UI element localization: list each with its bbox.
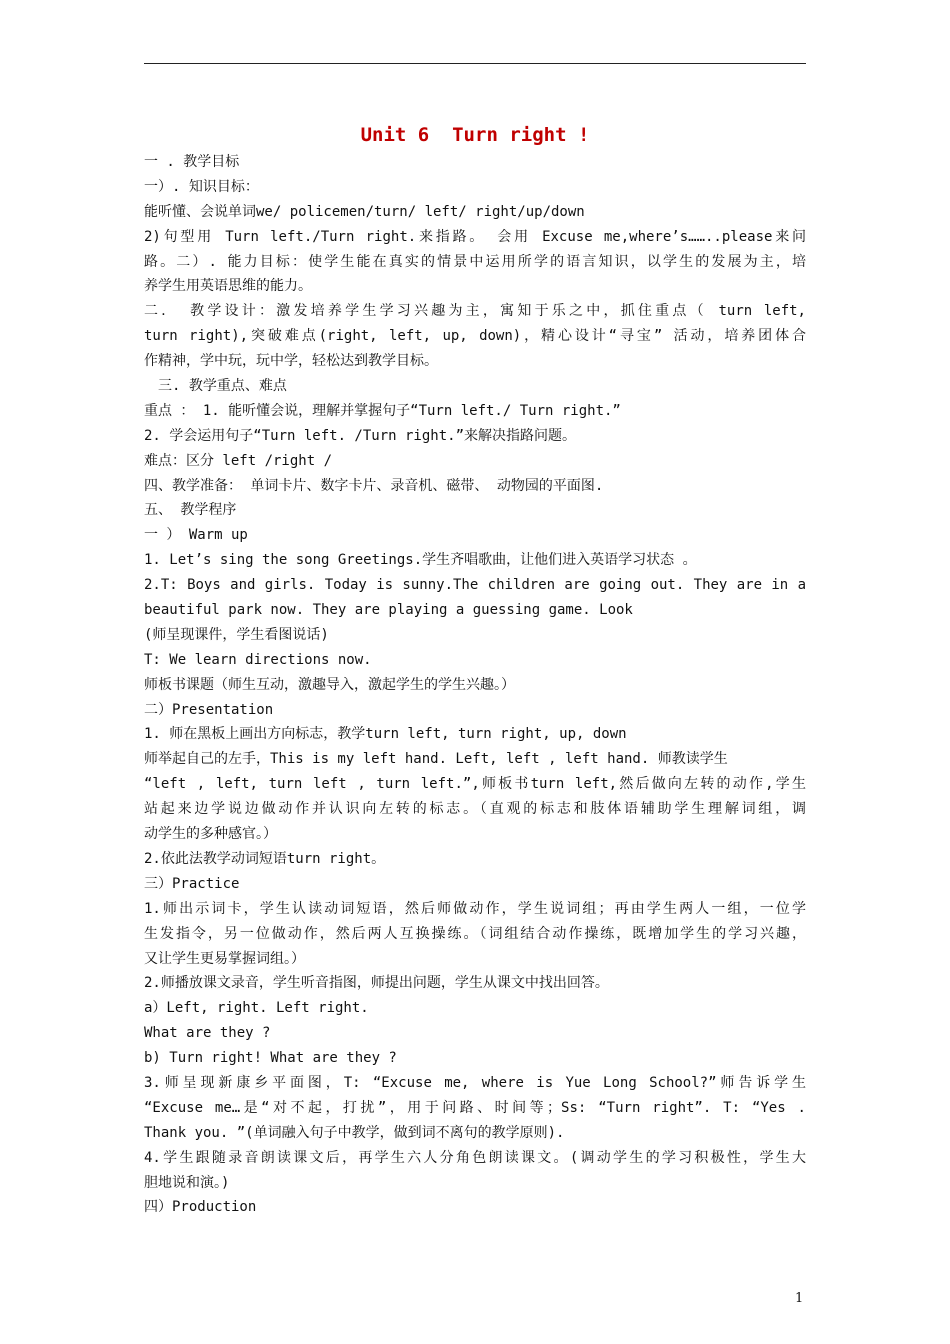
text-line: 路。二）. 能力目标：使学生能在真实的情景中运用所学的语言知识，以学生的发展为主，培	[144, 253, 806, 270]
text-line: 重点 ： 1. 能听懂会说，理解并掌握句子“Turn left./ Turn right.”	[144, 402, 621, 419]
document-body	[144, 150, 806, 1220]
text-line: 五、 教学程序	[144, 502, 237, 519]
text-line: beautiful park now. They are playing a guessing game. Look	[144, 602, 633, 619]
page-number: 1	[795, 1291, 804, 1306]
text-line: 三. 教学重点、难点	[158, 378, 287, 395]
text-line: 2)句型用 Turn left./Turn right.来指路。 会用 Excuse me,where’s……..please来问	[144, 228, 806, 245]
text-line: 一 ） Warm up	[144, 527, 248, 544]
text-line: 1. Let’s sing the song Greetings.学生齐唱歌曲，让他们进入英语学习状态 。	[144, 552, 697, 569]
text-line: 4.学生跟随录音朗读课文后，再学生六人分角色朗读课文。(调动学生的学习积极性，学生大	[144, 1149, 806, 1166]
text-line: 二． 教学设计：激发培养学生学习兴趣为主，寓知于乐之中，抓住重点（ turn left,	[144, 303, 806, 320]
text-line: 三）Practice	[144, 875, 240, 892]
text-line: “Excuse me…是“对不起，打扰”，用于问路、时间等；Ss: “Turn right”. T: “Yes .	[144, 1099, 806, 1116]
text-line: 生发指令，另一位做动作，然后两人互换操练。（词组结合动作操练，既增加学生的学习兴趣，	[144, 925, 806, 942]
text-line: 一 . 教学目标	[144, 154, 240, 170]
text-line: 养学生用英语思维的能力。	[144, 278, 312, 295]
text-line: 能听懂、会说单词we/ policemen/turn/ left/ right/up/down	[144, 203, 585, 220]
text-line: 胆地说和演。)	[144, 1174, 230, 1191]
text-line: 2. 学会运用句子“Turn left. /Turn right.”来解决指路问题。	[144, 427, 577, 444]
text-line: T: We learn directions now.	[144, 651, 372, 668]
text-line: 1. 师在黑板上画出方向标志，教学turn left, turn right, up, down	[144, 726, 627, 743]
text-line: b) Turn right! What are they ?	[144, 1050, 397, 1067]
text-line: 又让学生更易掌握词组。）	[144, 950, 305, 967]
text-line: 作精神，学中玩，玩中学，轻松达到教学目标。	[144, 353, 438, 370]
text-line: 1.师出示词卡，学生认读动词短语，然后师做动作，学生说词组；再由学生两人一组，一位学	[144, 900, 806, 917]
text-line: 3.师呈现新康乡平面图，T: “Excuse me, where is Yue Long School?”师告诉学生	[144, 1074, 806, 1091]
text-line: What are they ?	[144, 1025, 271, 1042]
text-line: 动学生的多种感官。）	[144, 826, 277, 843]
text-line: 2.师播放课文录音，学生听音指图，师提出问题，学生从课文中找出回答。	[144, 975, 609, 992]
text-line: 师板书课题（师生互动，激趣导入，激起学生的学生兴趣。）	[144, 676, 515, 693]
text-line: 师举起自己的左手，This is my left hand. Left, left , left hand. 师教读学生	[144, 751, 728, 768]
header-rule	[144, 63, 806, 64]
text-line: 一）. 知识目标：	[144, 178, 259, 195]
document-title: Unit 6 Turn right !	[360, 124, 590, 146]
text-line: 二）Presentation	[144, 701, 274, 718]
text-line: 2.依此法教学动词短语turn right。	[144, 850, 386, 867]
text-line: a）Left, right. Left right.	[144, 1000, 369, 1017]
text-line: “left , left, turn left , turn left.”,师板书turn left,然后做向左转的动作,学生	[144, 776, 806, 793]
text-line: Thank you. ”(单词融入句子中教学，做到词不离句的教学原则).	[144, 1124, 565, 1141]
text-line: 四）Production	[144, 1199, 257, 1216]
text-line: 2.T: Boys and girls. Today is sunny.The children are going out. They are in a	[144, 577, 806, 594]
text-line: 站起来边学说边做动作并认识向左转的标志。（直观的标志和肢体语辅助学生理解词组，调	[144, 801, 806, 818]
text-line: turn right),突破难点(right, left, up, down)，精心设计“寻宝” 活动，培养团体合	[144, 328, 806, 345]
text-line: 难点：区分 left /right /	[144, 452, 333, 469]
text-line: (师呈现课件，学生看图说话)	[144, 626, 329, 643]
text-line: 四、教学准备： 单词卡片、数字卡片、录音机、磁带、 动物园的平面图.	[144, 477, 604, 494]
